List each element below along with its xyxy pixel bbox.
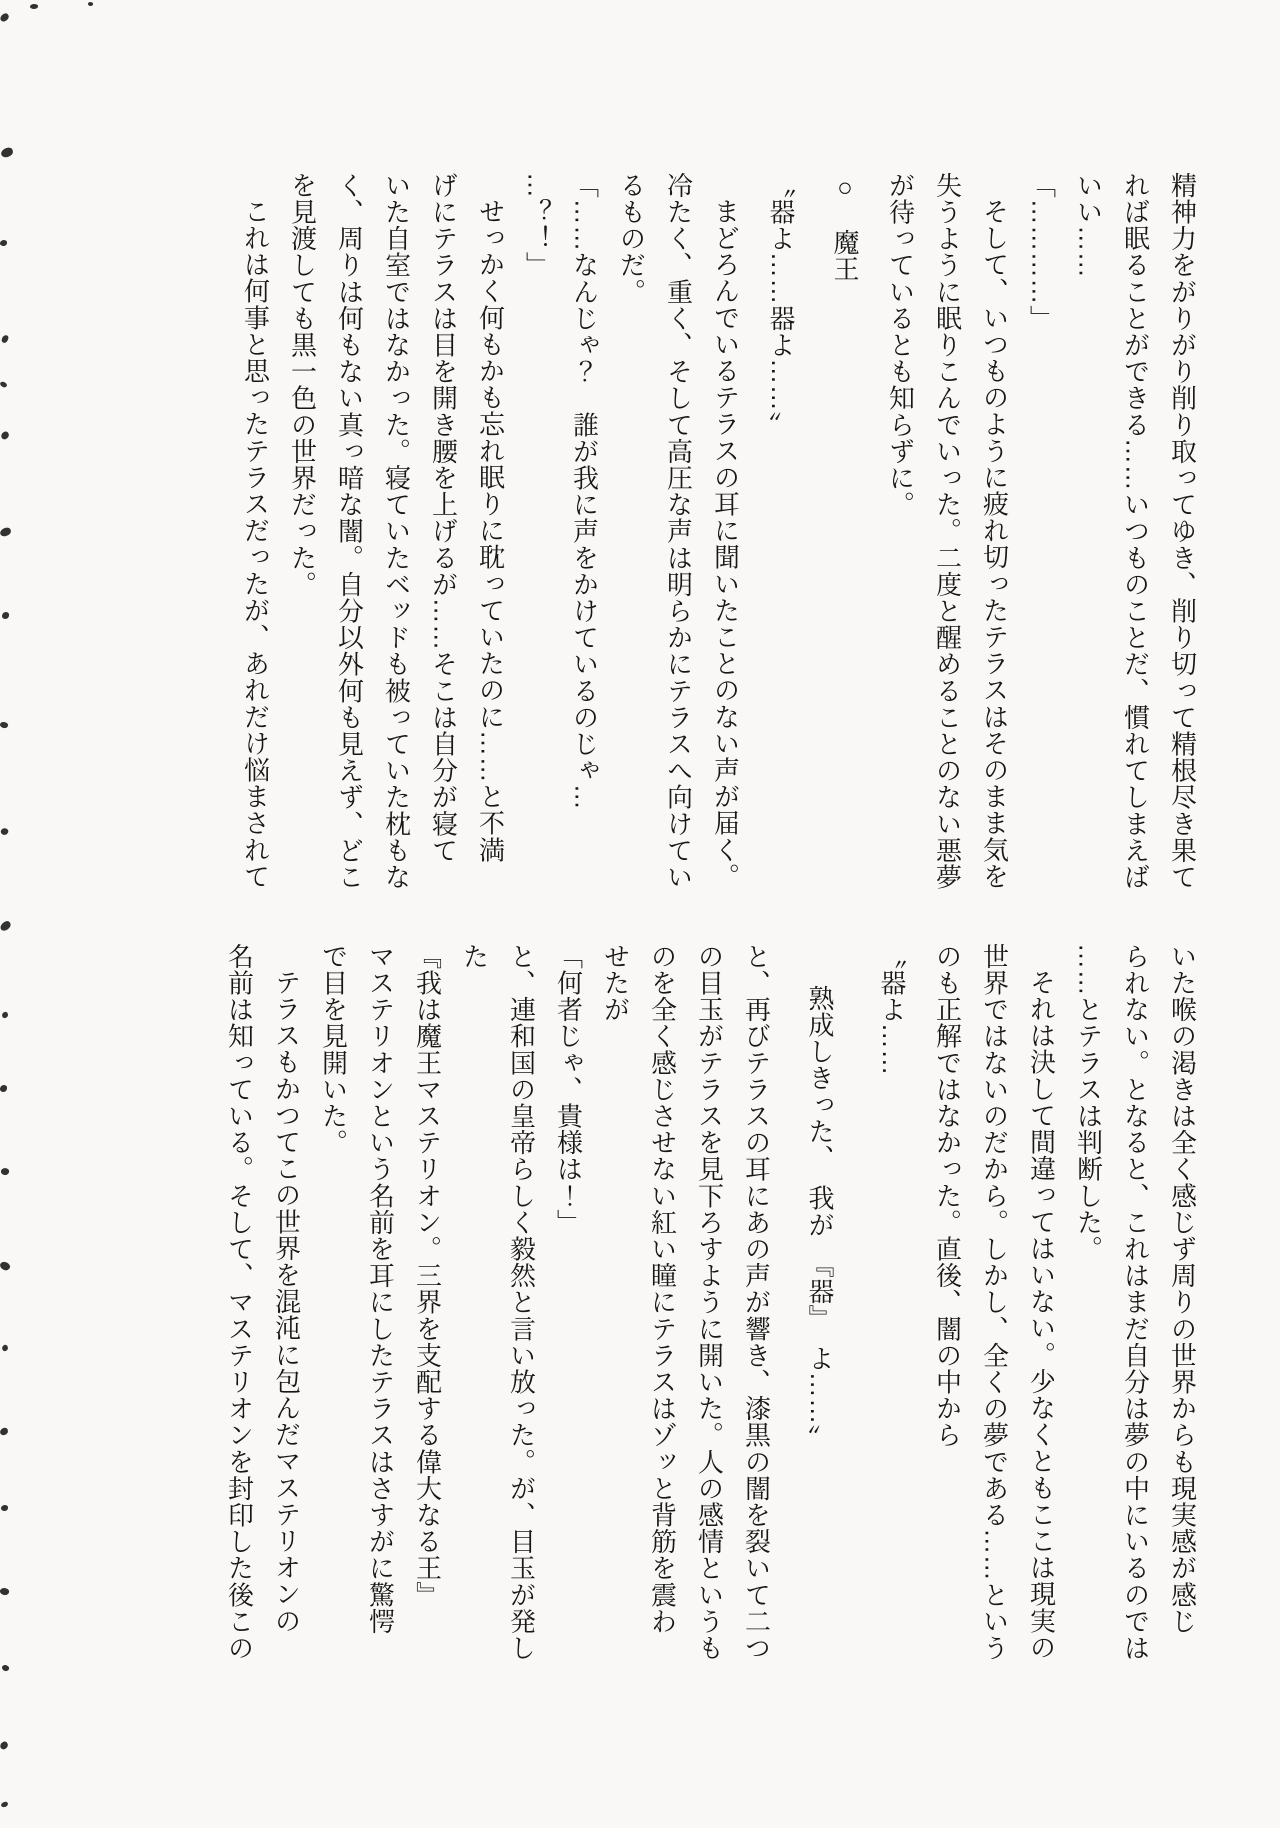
scan-artifact (1, 1801, 9, 1807)
scan-artifact (0, 527, 12, 537)
text-column: …？！」 (522, 172, 553, 279)
text-column: 失うように眠りこんでいった。二度と醒めることのない悪夢 (932, 172, 963, 891)
text-column: く、周りは何もない真っ暗な闇。自分以外何も見えず、どこ (334, 172, 365, 891)
text-column: 〝器よ……器よ……〟 (766, 172, 796, 438)
scan-artifact (0, 827, 9, 837)
text-column: せっかく何もかも忘れ眠りに耽っていたのに……と不満 (475, 198, 506, 863)
text-column: まどろんでいるテラスの耳に聞いたことのない声が届く。 (710, 198, 741, 890)
binding-marks (0, 0, 40, 1828)
scan-artifact (0, 920, 12, 932)
text-column: 〝器よ…… (877, 943, 907, 1076)
scan-artifact (0, 240, 7, 246)
scan-artifact (2, 612, 9, 619)
text-column: 「…………」 (1026, 172, 1057, 332)
scan-artifact (1, 1663, 10, 1672)
text-column: ○ 魔王 (830, 172, 860, 283)
text-column: のも正解ではなかった。直後、闇の中から (932, 943, 963, 1449)
text-column: 精神力をがりがり削り取ってゆき、削り切って精根尽き果て (1167, 172, 1198, 891)
scan-artifact (0, 1167, 10, 1176)
scan-artifact (0, 1260, 11, 1272)
text-column: 名前は知っている。そして、マステリオンを封印した後この (224, 943, 255, 1662)
text-column: れば眠ることができる……いつものことだ、慣れてしまえば (1120, 172, 1151, 891)
text-column: 世界ではないのだから。しかし、全くの夢である……という (979, 943, 1010, 1662)
text-column: のを全く感じさせない紅い瞳にテラスはゾッと背筋を震わ (647, 943, 678, 1635)
text-column: 「何者じゃ、貴様は！」 (553, 943, 584, 1236)
text-column: 冷たく、重く、そして高圧な声は明らかにテラスへ向けてい (663, 172, 694, 891)
scan-artifact (0, 380, 8, 388)
text-column: げにテラスは目を開き腰を上げるが……そこは自分が寝て (428, 172, 459, 864)
text-column: が待っているとも知らずに。 (885, 172, 916, 518)
scan-artifact (1, 1011, 8, 1018)
text-column: いた自室ではなかった。寝ていたベッドも被っていた枕もな (381, 172, 412, 891)
scan-artifact (0, 12, 10, 23)
text-column: これは何事と思ったテラスだったが、あれだけ悩まされて (240, 198, 271, 890)
scan-artifact (87, 1, 93, 7)
scan-artifact (0, 1427, 9, 1436)
scan-artifact (0, 430, 10, 440)
text-column: マステリオンという名前を耳にしたテラスはさすがに驚愕 (365, 943, 396, 1635)
text-column: せたが (600, 943, 631, 1023)
text-column: るものだ。 (616, 172, 647, 305)
scan-artifact (1, 1344, 9, 1352)
scan-artifact (0, 1085, 7, 1092)
text-column: られない。となると、これはまだ自分は夢の中にいるのでは (1120, 943, 1151, 1662)
text-block-top (232, 172, 1206, 900)
text-column: た (459, 943, 490, 970)
scan-artifact (0, 1587, 10, 1597)
text-column: いた喉の渇きは全く感じず周りの世界からも現実感が感じ (1167, 943, 1198, 1635)
text-column: 「……なんじゃ？ 誰が我に声をかけているのじゃ… (569, 172, 600, 811)
text-column: いい…… (1073, 172, 1104, 279)
scan-artifact (0, 721, 9, 729)
text-column: 熟成しきった、 我が 『器』 よ……〟 (805, 984, 835, 1451)
text-column: 『我は魔王マステリオン。三界を支配する偉大なる王』 (412, 943, 443, 1608)
text-column: テラスもかつてこの世界を混沌に包んだマステリオンの (271, 969, 302, 1634)
scan-artifact (1, 1505, 8, 1511)
scan-artifact (0, 147, 14, 158)
text-column: それは決して間違ってはいない。少なくともここは現実の (1026, 969, 1057, 1661)
text-column: で目を見開いた。 (318, 943, 349, 1156)
scan-artifact (1, 334, 9, 344)
scan-artifact (30, 4, 38, 10)
text-column: の目玉がテラスを見下ろすように開いた。人の感情というも (694, 943, 725, 1662)
text-column: と、連和国の皇帝らしく毅然と言い放った。が、目玉が発し (506, 943, 537, 1662)
text-column: ……とテラスは判断した。 (1073, 943, 1104, 1263)
text-block-bottom (216, 943, 1206, 1665)
text-column: と、再びテラスの耳にあの声が響き、漆黒の闇を裂いて二つ (741, 943, 772, 1662)
text-column: を見渡しても黒一色の世界だった。 (287, 172, 318, 598)
scan-artifact (0, 1740, 9, 1750)
text-column: そして、いつものように疲れ切ったテラスはそのまま気を (979, 198, 1010, 890)
